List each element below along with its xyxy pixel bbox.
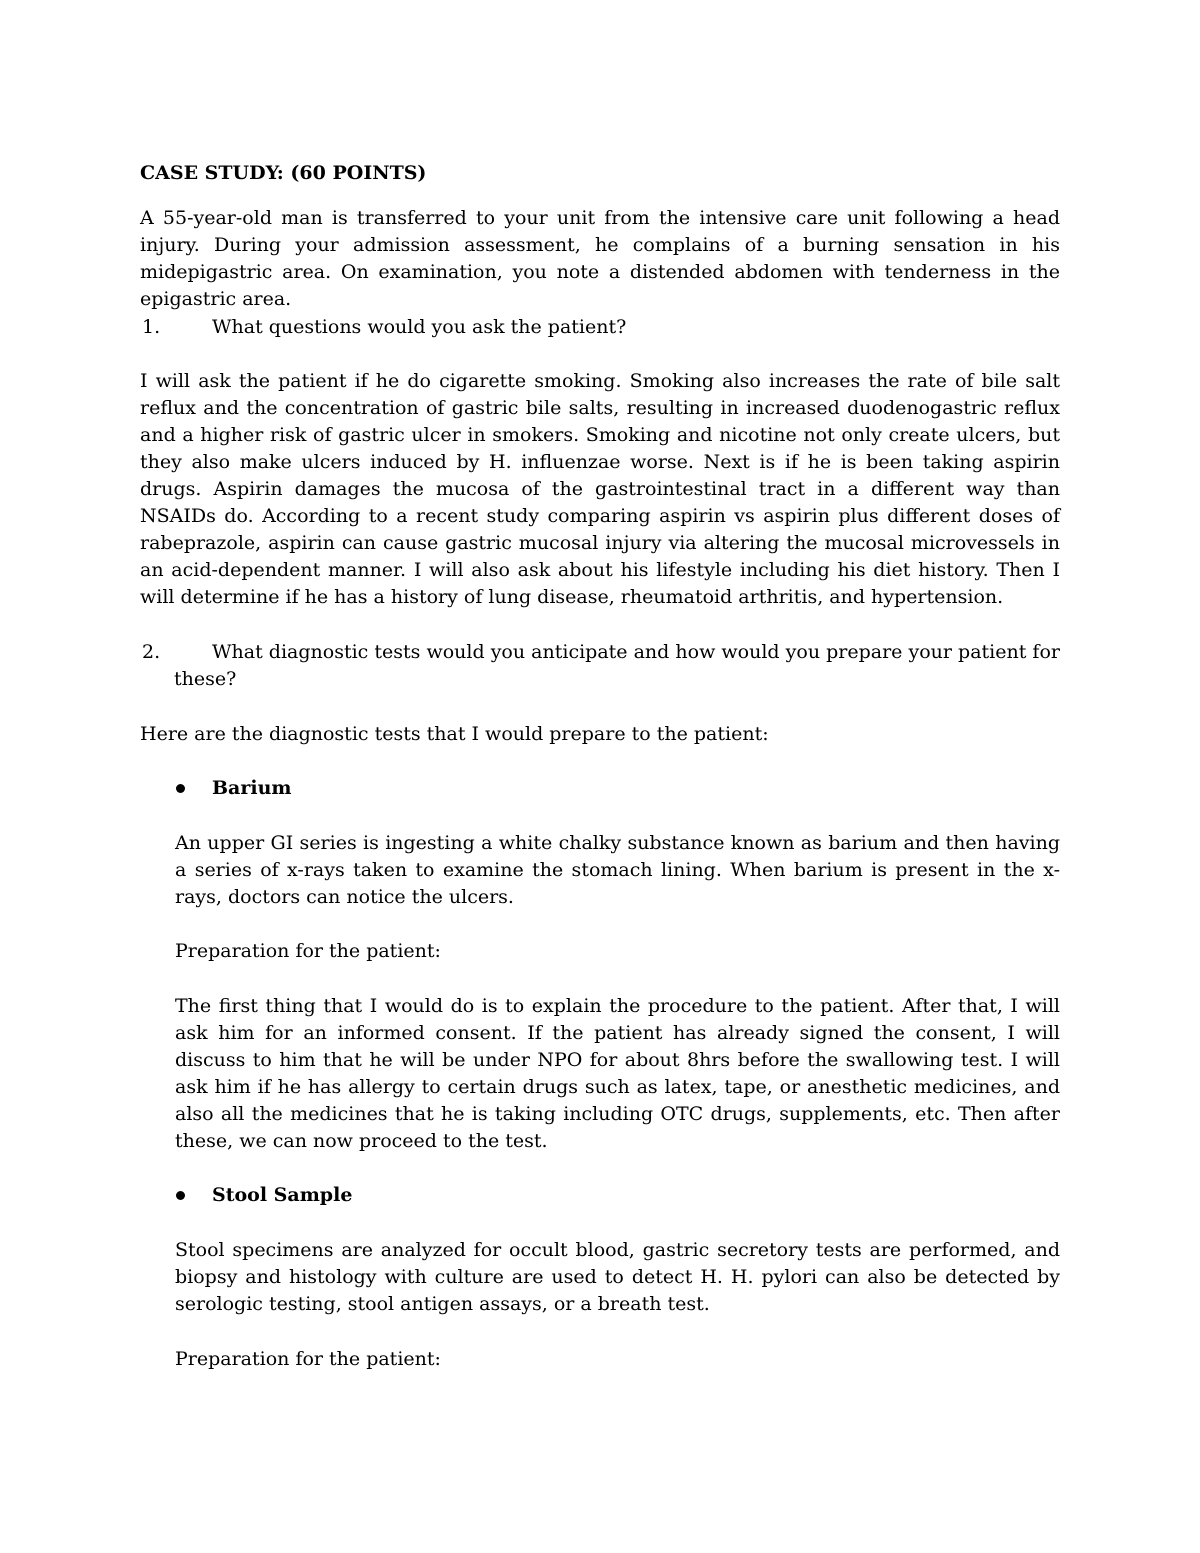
question-2-number: 2. (142, 641, 161, 663)
barium-prep-text: The first thing that I would do is to explain the procedure to the patient. After that, I will ask him for an informed consent. If the patient has already signed the consent, I will discuss to him that he will be under NPO for about 8hrs before the swallowing test. I will ask him if he has allergy to certain drugs such as latex, tape, or anesthetic medicines, and also all the medicines that he is taking including OTC drugs, supplements, etc. Then after these, we can now proceed to the test. (175, 995, 1060, 1152)
case-study-title: CASE STUDY: (60 POINTS) (140, 162, 427, 184)
barium-prep-heading: Preparation for the patient: (175, 940, 441, 962)
document-page (140, 0, 1060, 1553)
test-name-stool-sample: Stool Sample (212, 1184, 353, 1206)
stool-sample-description: Stool specimens are analyzed for occult blood, gastric secretory tests are performed, and biopsy and histology with culture are used to detect H. H. pylori can also be detected by serologic testing, stool antigen assays, or a breath test. (175, 1239, 1060, 1315)
question-1-number: 1. (142, 316, 161, 338)
question-1-answer: I will ask the patient if he do cigarette smoking. Smoking also increases the rate of bile salt reflux and the concentration of gastric bile salts, resulting in increased duodenogastric reflux and a higher risk of gastric ulcer in smokers. Smoking and nicotine not only create ulcers, but they also make ulcers induced by H. influenzae worse. Next is if he is been taking aspirin drugs. Aspirin damages the mucosa of the gastrointestinal tract in a different way than NSAIDs do. According to a recent study comparing aspirin vs aspirin plus different doses of rabeprazole, aspirin can cause gastric mucosal injury via altering the mucosal microvessels in an acid-dependent manner. I will also ask about his lifestyle including his diet history. Then I will determine if he has a history of lung disease, rheumatoid arthritis, and hypertension. (140, 370, 1060, 608)
bullet-icon (176, 1191, 185, 1200)
question-2 (140, 639, 1060, 693)
question-2-answer-intro: Here are the diagnostic tests that I would prepare to the patient: (140, 723, 769, 745)
question-1 (140, 314, 1060, 341)
test-item-barium (174, 775, 1060, 802)
case-intro-paragraph: A 55-year-old man is transferred to your unit from the intensive care unit following a head injury. During your admission assessment, he complains of a burning sensation in his midepigastric area. On examination, you note a distended abdomen with tenderness in the epigastric area. (140, 207, 1060, 310)
question-2-text: What diagnostic tests would you anticipate and how would you prepare your patient for these? (174, 641, 1060, 690)
test-name-barium: Barium (212, 777, 292, 799)
stool-sample-prep-heading: Preparation for the patient: (175, 1348, 441, 1370)
question-1-text: What questions would you ask the patient? (212, 316, 627, 338)
test-item-stool-sample (174, 1182, 1060, 1209)
barium-description: An upper GI series is ingesting a white chalky substance known as barium and then having a series of x-rays taken to examine the stomach lining. When barium is present in the x-rays, doctors can notice the ulcers. (175, 832, 1060, 908)
bullet-icon (176, 784, 185, 793)
